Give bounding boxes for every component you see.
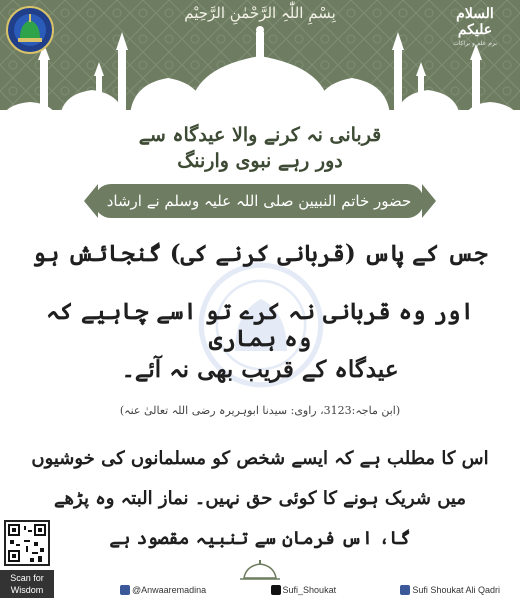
hadith-line-3: عیدگاہ کے قریب بھی نہ آئے۔ — [121, 356, 399, 383]
madina-dome-logo-icon — [6, 6, 54, 54]
qr-code[interactable] — [4, 520, 50, 566]
scan-line-1: Scan for — [10, 573, 44, 583]
social-label: Sufi Shoukat Ali Qadri — [412, 585, 500, 595]
social-label: @Anwaaremadina — [132, 585, 207, 595]
facebook-icon — [120, 585, 130, 595]
explanation-line-2: میں شریک ہونے کا کوئی حق نہیں۔ نماز البتہ وہ پڑھے — [54, 488, 466, 509]
hadith-line-2: اور وہ قربانی نہ کرے تو اسے چاہیے کہ وہ ہماری — [46, 298, 474, 352]
hadith-intro-banner: حضور خاتم النبیین صلی اللہ علیہ وسلم نے ارشاد فرمایا — [94, 184, 424, 218]
banner-right-cap — [422, 184, 436, 218]
hadith-reference: (ابن ماجہ:3123، راوی: سیدنا ابوہریرہ رضی اللہ تعالیٰ عنہ) — [119, 404, 401, 417]
title-line-2: دور رہے نبوی وارننگ — [177, 150, 343, 172]
signature-logo-icon — [238, 560, 282, 582]
explanation-line-3: گا، اس فرمان سے تنبیہ مقصود ہے — [109, 528, 411, 549]
social-links — [120, 583, 500, 597]
explanation-line-1: اس کا مطلب ہے کہ ایسے شخص کو مسلمانوں کی خوشیوں — [31, 448, 489, 469]
social-link-sufi-shoukat-ali-qadri[interactable] — [400, 585, 500, 595]
scan-label — [0, 570, 54, 598]
social-link-anwaaremadina[interactable] — [120, 585, 206, 595]
title-line-1: قربانی نہ کرنے والا عیدگاہ سے — [138, 124, 382, 146]
social-link-sufi-shoukat[interactable] — [271, 585, 337, 595]
salam-badge — [440, 6, 510, 47]
hadith-line-1: جس کے پاس (قربانی کرنے کی) گنجائش ہو — [32, 240, 488, 267]
x-icon — [271, 585, 281, 595]
salam-subtext: بزم علم و براکات — [453, 40, 497, 47]
scan-line-2: Wisdom — [10, 585, 44, 595]
facebook-icon — [400, 585, 410, 595]
bismillah-text: بِسْمِ اللّٰہِ الرَّحْمٰنِ الرَّحِیْم — [184, 4, 336, 22]
salam-text: السلام علیکم — [456, 6, 494, 38]
social-label: Sufi_Shoukat — [282, 585, 337, 595]
